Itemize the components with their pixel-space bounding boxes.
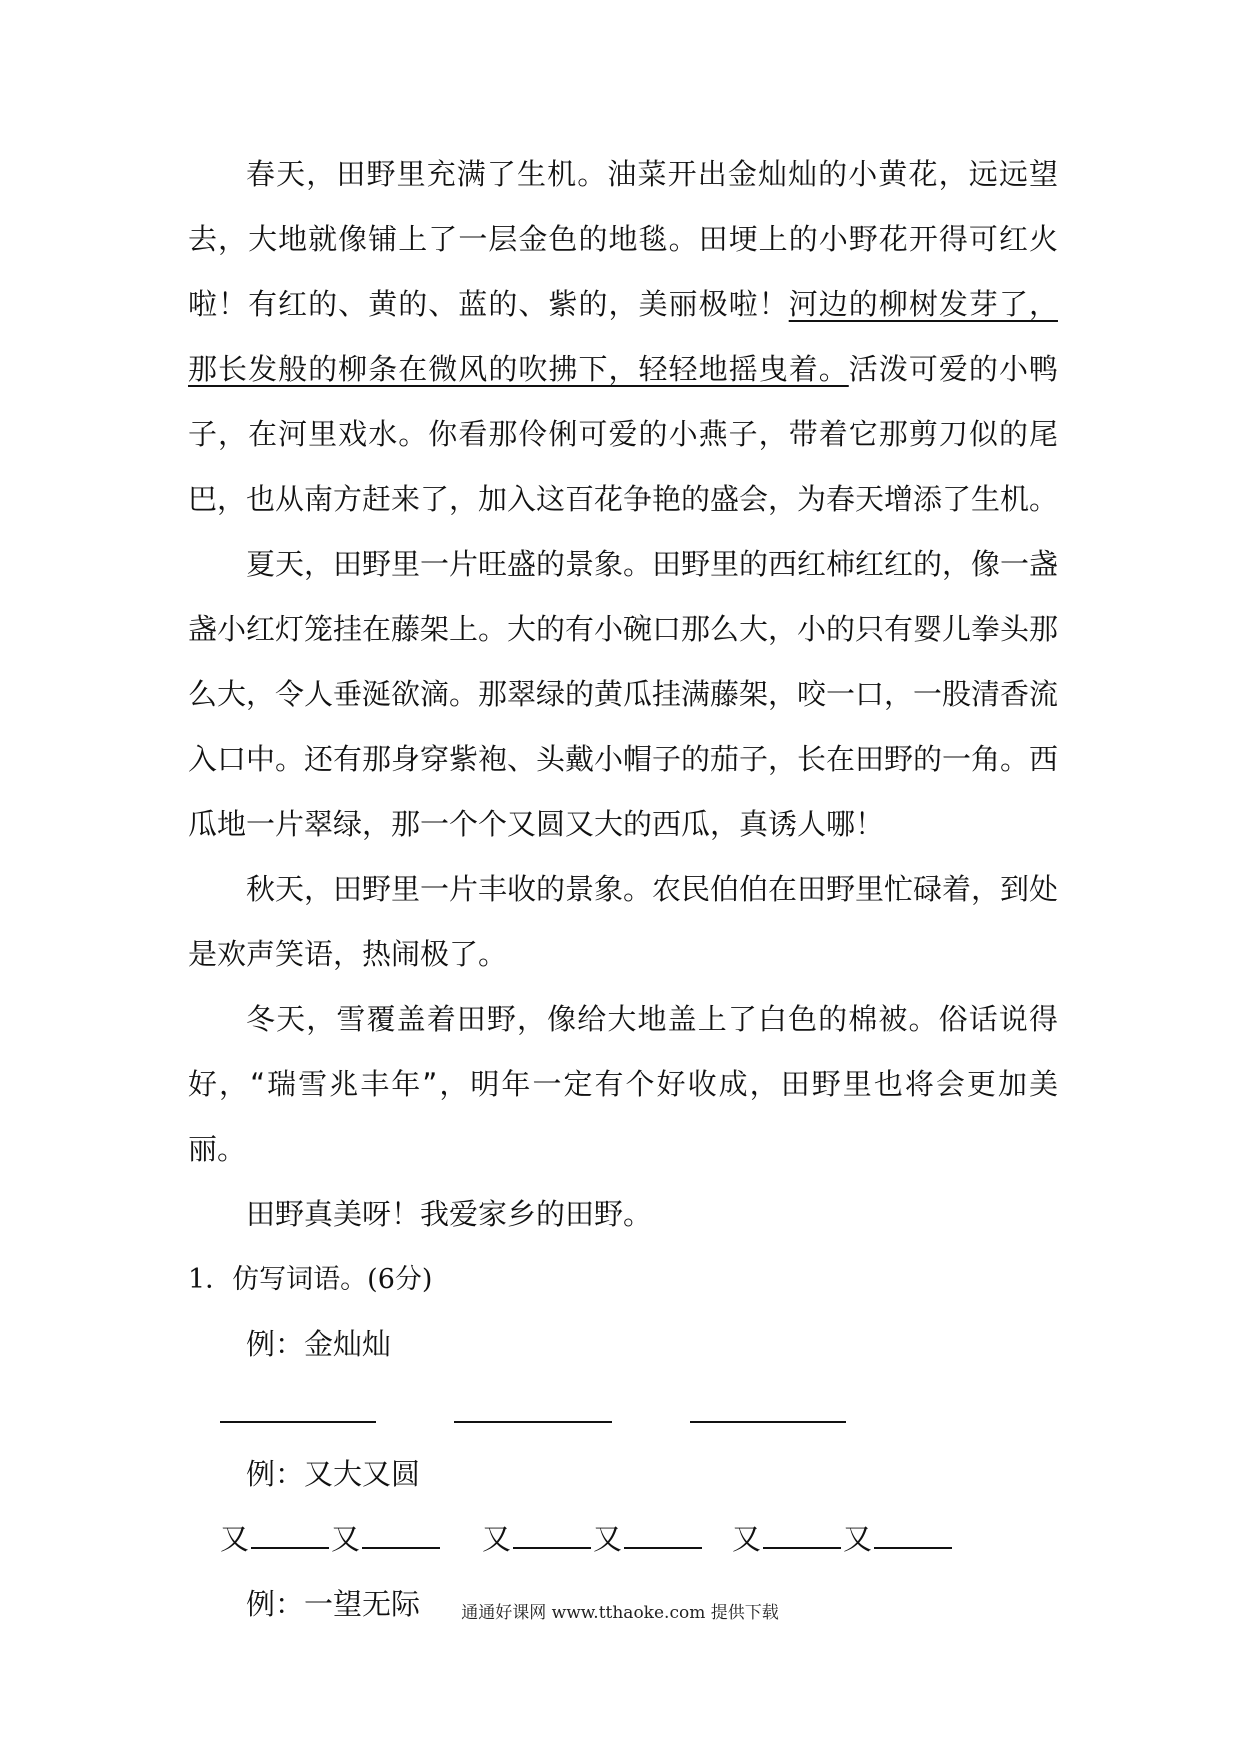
passage-paragraph-closing: 田野真美呀！我爱家乡的田野。 [246,1197,653,1231]
pattern-group-3 [732,1507,954,1572]
pattern-char: 又 [593,1522,623,1556]
answer-blank-1[interactable] [220,1421,376,1423]
pattern-char: 又 [331,1522,361,1556]
pattern-char: 又 [482,1522,512,1556]
spring-underlined-sentence: 河边的柳树发芽了，那长发般的柳条在微风的吹拂下，轻轻地摇曳着。 [188,287,1058,386]
pattern-row [220,1507,1058,1572]
answer-blank[interactable] [763,1517,841,1549]
example-2: 例：又大又圆 [246,1457,421,1491]
spring-text-1: 春天，田野里充满了生机。油菜开出金灿灿的小黄花，远远望去，大地就像铺上了一层金色的地毯。田埂上的小野花开得可红火啦！有红的、黄的、蓝的、紫的，美丽极啦！ [188,157,1058,321]
pattern-group-2 [482,1507,704,1572]
passage-paragraph-spring [188,142,1058,532]
pattern-char: 又 [843,1522,873,1556]
example-3: 例：一望无际 [246,1587,421,1621]
answer-blank-3[interactable] [690,1421,846,1423]
answer-blank[interactable] [251,1517,329,1549]
passage-paragraph-autumn: 秋天，田野里一片丰收的景象。农民伯伯在田野里忙碌着，到处是欢声笑语，热闹极了。 [188,872,1059,971]
answer-blank[interactable] [624,1517,702,1549]
answer-blank-2[interactable] [454,1421,612,1423]
answer-blank[interactable] [513,1517,591,1549]
pattern-char: 又 [732,1522,762,1556]
answer-blank[interactable] [362,1517,440,1549]
blank-row-1 [246,1377,1058,1442]
example-1: 例：金灿灿 [246,1327,392,1361]
document-page [188,142,1058,1637]
pattern-char: 又 [220,1522,250,1556]
page-footer: 通通好课网 www.tthaoke.com 提供下载 [461,1603,779,1623]
question-1-title: 1．仿写词语。(6分) [188,1264,433,1295]
passage-paragraph-winter: 冬天，雪覆盖着田野，像给大地盖上了白色的棉被。俗话说得好，“瑞雪兆丰年”，明年一定有个好收成，田野里也将会更加美丽。 [188,1002,1058,1166]
spring-text-2: 活泼可爱的小鸭子，在河里戏水。你看那伶俐可爱的小燕子，带着它那剪刀似的尾巴，也从南方赶来了，加入这百花争艳的盛会，为春天增添了生机。 [188,352,1059,516]
passage-paragraph-summer: 夏天，田野里一片旺盛的景象。田野里的西红柿红红的，像一盏盏小红灯笼挂在藤架上。大的有小碗口那么大，小的只有婴儿拳头那么大，令人垂涎欲滴。那翠绿的黄瓜挂满藤架，咬一口，一股清香流入口中。还有那身穿紫袍、头戴小帽子的茄子，长在田野的一角。西瓜地一片翠绿，那一个个又圆又大的西瓜，真诱人哪！ [188,547,1059,841]
pattern-group-1 [220,1507,442,1572]
answer-blank[interactable] [874,1517,952,1549]
